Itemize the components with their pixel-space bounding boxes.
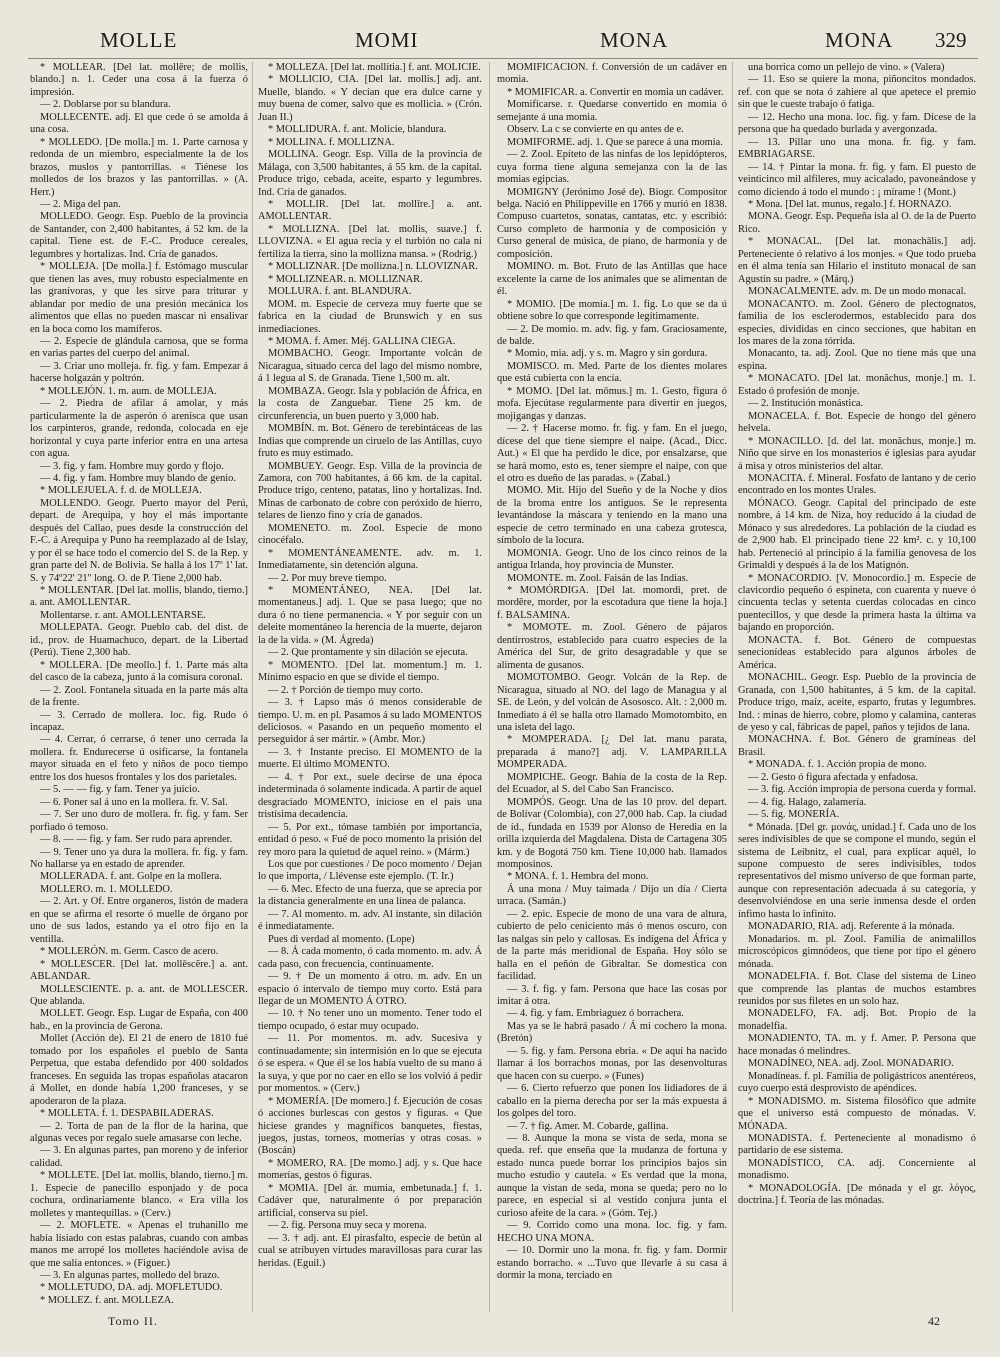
dictionary-entry: * MOLLIZNEAR. n. MOLLIZNAR. <box>268 273 423 285</box>
dictionary-entry: — 3. f. fig. y fam. Persona que hace las cosas por imitar á otra. <box>497 983 727 1007</box>
dictionary-entry: — 3. † Instante preciso. El MOMENTO de la muerte. El último MOMENTO. <box>258 746 482 771</box>
dictionary-entry: Mollentarse. r. ant. AMOLLENTARSE. <box>40 609 206 621</box>
dictionary-entry: * MOLLETUDO, DA. adj. MOFLETUDO. <box>40 1282 223 1294</box>
dictionary-entry: MONADELFO, FA. adj. Bot. Propio de la monadelfia. <box>738 1008 976 1032</box>
dictionary-entry: MOMIFORME. adj. 1. Que se parece á una momia. <box>507 136 723 148</box>
dictionary-entry: MOMPICHE. Geogr. Bahía de la costa de la Rep. del Ecuador, al S. del Cabo San Francisco. <box>497 771 727 796</box>
dictionary-entry: MONA. Geogr. Esp. Pequeña isla al O. de la de Puerto Rico. <box>738 211 976 235</box>
dictionary-entry: — 4. fig. Halago, zalamería. <box>748 796 867 808</box>
dictionary-entry: * MOLLINA. f. MOLLIZNA. <box>268 136 395 148</box>
dictionary-entry: * MOMÓRDIGA. [Del lat. momordi, pret. de mordēre, morder, por la escotadura que tiene la hoja.] f. BALSAMINA. <box>497 585 727 621</box>
dictionary-entry: Observ. La c se convierte en qu antes de e. <box>507 124 684 136</box>
dictionary-entry: * MOLLETA. f. 1. DESPABILADERAS. <box>40 1108 214 1120</box>
dictionary-entry: MONACITA. f. Mineral. Fosfato de lantano y de cerio encontrado en los montes Urales. <box>738 472 976 497</box>
column-divider <box>489 62 490 1312</box>
dictionary-entry: — 2. Zool. Epíteto de las ninfas de los lepidópteros, cuya forma tiene alguna semejanza con la de las momias egipcias. <box>497 149 727 186</box>
dictionary-entry: — 7. † fig. Amer. M. Cobarde, gallina. <box>507 1120 669 1132</box>
dictionary-entry: MOLLINA. Geogr. Esp. Villa de la provincia de Málaga, con 3,500 habitantes, á 55 km. de la capital. Produce trigo, cebada, aceite, esparto y legumbres. Ind. Cría de ganados. <box>258 149 482 198</box>
dictionary-entry: MOMOTOMBO. Geogr. Volcán de la Rep. de Nicaragua, situado al NO. del lago de Managua y al SE. de León, y del volcán de Asososco. Alt. : 2,000 m. Inmediato á él se halla otro llamado Momotombito, en una isleta del lago. <box>497 672 727 734</box>
dictionary-entry: * MOMA. f. Amer. Méj. GALLINA CIEGA. <box>268 335 456 347</box>
dictionary-entry: * Mona. [Del lat. munus, regalo.] f. HORNAZO. <box>748 198 952 210</box>
dictionary-entry: — 9. † De un momento á otro. m. adv. En un espacio ó intervalo de tiempo muy corto. Está para llegar de un MOMENTO Á OTRO. <box>258 971 482 1007</box>
dictionary-entry: — 2. Especie de glándula carnosa, que se forma en varias partes del cuerpo del animal. <box>30 335 248 360</box>
dictionary-entry: MOLLERO. m. 1. MOLLEDO. <box>40 883 173 895</box>
dictionary-entry: MONACHIL. Geogr. Esp. Pueblo de la provincia de Granada, con 1,500 habitantes, á 5 km. de la capital. Produce trigo, maíz, aceite, esparto, frutas y legumbres. Ind. : minas de hierro, cobre, plomo y calamina, canteras de yeso y cal, fábricas de papel, paños y tejidos de lana. <box>738 672 976 734</box>
dictionary-entry: MOMIGNY (Jerónimo José de). Biogr. Compositor belga. Nació en Philippeville en 1766 y murió en 1838. Compuso cuartetos, sonatas, cantatas, etc. y escribió: Curso completo de harmonía y de composición y Curso general de música, de piano, de harmonía y de composición. <box>497 186 727 260</box>
dictionary-entry: — 5. fig. y fam. Persona ebria. « De aquí ha nacido llamar á los borrachos monas, por las desenvolturas que hacen con su cuerpo. » (Funes) <box>497 1045 727 1082</box>
dictionary-entry: * MOLLESCER. [Del lat. mollēscĕre.] a. ant. ABLANDAR. <box>30 958 248 983</box>
dictionary-entry: — 7. Ser uno duro de mollera. fr. fig. y fam. Ser porfiado ó temoso. <box>30 809 248 833</box>
dictionary-entry: — 2. Institución monástica. <box>748 398 864 410</box>
column-3 <box>497 62 727 1310</box>
dictionary-entry: * MONADA. f. 1. Acción propia de mono. <box>748 759 927 771</box>
dictionary-entry: * MOMIFICAR. a. Convertir en momia un cadáver. <box>507 86 724 98</box>
guide-word-2: MOMI <box>355 28 419 52</box>
dictionary-entry: MOMBACHO. Geogr. Importante volcán de Nicaragua, situado cerca del lago del mismo nombre, á 1 legua al S. de Granada. Tiene 1,500 m. alt. <box>258 348 482 385</box>
dictionary-entry: * MOLLEDO. [De molla.] m. 1. Parte carnosa y redonda de un miembro, especialmente la de los brazos, muslos y pantorrillas. « Tiénese los molledos de los brazos y las pantorrillas. » (A. Herr.) <box>30 136 248 198</box>
dictionary-entry: * MOLLIZNA. [Del lat. mollis, suave.] f. LLOVIZNA. « El agua recia y el turbión no cala ni fertiliza la tierra, sino la mollizna mansa. » (Rodrig.) <box>258 223 482 260</box>
dictionary-entry: — 8. Aunque la mona se vista de seda, mona se queda. ref. que enseña que la mudanza de fortuna y estado nunca puede borrar los principios bajos sin mucho estudio y cautela. « Es verdad que la mona, aunque la vistan de seda, mona se queda; pero no lo parece, en especial si al vestido conjura junta el curioso afeite de la cara. » (Góm. Tej.) <box>497 1132 727 1219</box>
column-divider <box>732 62 733 1312</box>
dictionary-entry: * MOLLIZNAR. [De mollizna.] n. LLOVIZNAR. <box>268 261 478 273</box>
dictionary-entry: MONADÍSTICO, CA. adj. Concerniente al monadismo. <box>738 1157 976 1182</box>
dictionary-entry: Á una mona / Muy taimada / Dijo un día / Cierta urraca. (Samán.) <box>497 883 727 908</box>
dictionary-entry: — 13. Pillar uno una mona. fr. fig. y fam. EMBRIAGARSE. <box>738 136 976 161</box>
dictionary-entry: — 2. Art. y Of. Entre organeros, listón de madera en que se afirma el resorte ó muelle de órgano por uno de sus lados, estando ya el otro fijo en la ventilla. <box>30 896 248 945</box>
dictionary-entry: * MOLLEJUELA. f. d. de MOLLEJA. <box>40 485 202 497</box>
dictionary-entry: * MOMERÍA. [De momero.] f. Ejecución de cosas ó acciones burlescas con gestos y figuras. « Que hiciese grandes y magníficos banquetes, fiestas, juegos, justas, torneos, momerías y otras cosas. » (Boscán) <box>258 1095 482 1157</box>
dictionary-entry: MOLLESCIENTE. p. a. ant. de MOLLESCER. Que ablanda. <box>30 983 248 1007</box>
dictionary-entry: — 2. De momio. m. adv. fig. y fam. Graciosamente, de balde. <box>497 323 727 347</box>
dictionary-entry: — 3. Criar uno molleja. fr. fig. y fam. Empezar á hacerse holgazán y poltrón. <box>30 360 248 385</box>
dictionary-entry: MOMONIA. Geogr. Uno de los cinco reinos de la antigua Irlanda, hoy provincia de Munster. <box>497 547 727 572</box>
dictionary-entry: MONACTA. f. Bot. Género de compuestas senecionídeas establecido para algunos árboles de América. <box>738 634 976 671</box>
dictionary-entry: Los que por cuestiones / De poco momento / Dejan lo que importa, / Llévense este ejemplo. (T. Ir.) <box>258 859 482 883</box>
dictionary-entry: * MOLLERA. [De meollo.] f. 1. Parte más alta del casco de la cabeza, junto á la comisura coronal. <box>30 659 248 684</box>
dictionary-entry: MONACALMENTE. adv. m. De un modo monacal. <box>748 286 967 298</box>
dictionary-entry: — 2. Piedra de afilar á amolar, y más particularmente la de asperón ó arenisca que usan los carpinteros, grande, redonda, colocada en eje horizontal y cuya parte inferior entra en una artesa con agua. <box>30 398 248 460</box>
dictionary-entry: MOMINO. m. Bot. Fruto de las Antillas que hace excelente la carne de los animales que se alimentan de él. <box>497 261 727 298</box>
dictionary-entry: * MOMENTO. [Del lat. momentum.] m. 1. Mínimo espacio en que se divide el tiempo. <box>258 659 482 684</box>
dictionary-entry: * MOMIO. [De momia.] m. 1. fig. Lo que se da ú obtiene sobre lo que corresponde legítimamente. <box>497 298 727 323</box>
dictionary-entry: MONADISTA. f. Perteneciente al monadismo ó partidario de ese sistema. <box>738 1132 976 1157</box>
dictionary-entry: — 6. Poner sal á uno en la mollera. fr. V. Sal. <box>40 796 228 808</box>
dictionary-entry: * MONADISMO. m. Sistema filosófico que admite que el universo está compuesto de mónadas. V. MÓNADA. <box>738 1095 976 1132</box>
dictionary-entry: * MOLLEJA. [De molla.] f. Estómago muscular que tienen las aves, muy robusto especialmente en las granívoras, y que les sirve para triturar y ablandar por medio de una presión mecánica los alimentos que ellas no pueden mascar ni ensalivar en la boca como los mamíferos. <box>30 261 248 335</box>
dictionary-entry: MONACELA. f. Bot. Especie de hongo del género helvela. <box>738 410 976 435</box>
dictionary-entry: MOMONTE. m. Zool. Faisán de las Indias. <box>507 572 689 584</box>
dictionary-entry: — 2. Gesto ó figura afectada y enfadosa. <box>748 771 918 783</box>
dictionary-entry: — 2. Zool. Fontanela situada en la parte más alta de la frente. <box>30 684 248 709</box>
dictionary-entry: — 2. † Hacerse momo. fr. fig. y fam. En el juego, dícese del que tiene siempre el naipe. (Acad., Dicc. Aut.) « El que ha perdido le dice, por ensalzarse, que se hará momo, esto es, tener siempre el naipe, con que el otro es dueño de las paradas. » (Zabal.) <box>497 423 727 484</box>
dictionary-entry: MONADIENTO, TA. m. y f. Amer. P. Persona que hace monadas ó melindres. <box>738 1033 976 1057</box>
dictionary-entry: — 3. Cerrado de mollera. loc. fig. Rudo ó incapaz. <box>30 709 248 734</box>
dictionary-entry: MOMIFICACIÓN. f. Conversión de un cadáver en momia. <box>497 62 727 86</box>
page-footer <box>0 1314 1000 1344</box>
dictionary-entry: — 5. fig. MONERÍA. <box>748 809 840 821</box>
guide-word-4: MONA <box>825 28 894 52</box>
dictionary-entry: MONADELFIA. f. Bot. Clase del sistema de Lineo que comprende las plantas de muchos estambres reunidos por sus filetes en un solo haz. <box>738 971 976 1007</box>
dictionary-entry: — 12. Hecho una mona. loc. fig. y fam. Dícese de la persona que ha quedado burlada y avergonzada. <box>738 111 976 136</box>
dictionary-entry: * Momio, mia. adj. y s. m. Magro y sin gordura. <box>507 348 708 360</box>
dictionary-entry: * MOLLENTAR. [Del lat. mollis, blando, tierno.] a. ant. AMOLLENTAR. <box>30 585 248 609</box>
header-rule <box>28 58 978 59</box>
dictionary-entry: * MOLLEAR. [Del lat. mollēre; de mollis, blando.] n. 1. Ceder una cosa á la fuerza ó impresión. <box>30 62 248 98</box>
dictionary-entry: — 9. Corrido como una mona. loc. fig. y fam. HECHO UNA MONA. <box>497 1220 727 1244</box>
dictionary-entry: * MOLLETE. [Del lat. mollis, blando, tierno.] m. 1. Especie de panecillo esponjado y de poca cochura, ordinariamente blanco. « Era villa los molletes y mantequillas. » (Cerv.) <box>30 1170 248 1219</box>
dictionary-entry: — 2. Torta de pan de la flor de la harina, que algunas veces por regalo suele amasarse con leche. <box>30 1120 248 1144</box>
dictionary-entry: * MONA. f. 1. Hembra del mono. <box>507 871 649 883</box>
dictionary-entry: — 4. Cerrar, ó cerrarse, ó tener uno cerrada la mollera. fr. Endurecerse ú osificarse, la fontanela mayor situada en el feto y niños de poco tiempo entre los dos huesos frontales y los dos parietales. <box>30 734 248 783</box>
dictionary-entry: — 14. † Pintar la mona. fr. fig. y fam. El puesto de veinticinco mil alfileres, muy acicalado, pavoneándose y como diciendo á todo el mundo : ¡ mírame ! (Mont.) <box>738 161 976 198</box>
dictionary-entry: * MOMO. [Del lat. mōmus.] m. 1. Gesto, figura ó mofa. Ejecútase regularmente para divertir en juegos, mojigangas y danzas. <box>497 385 727 422</box>
dictionary-entry: — 3. fig. Acción impropia de persona cuerda y formal. <box>748 784 976 796</box>
dictionary-entry: * MOMIA. [Del ár. mumia, embetunada.] f. 1. Cadáver que, naturalmente ó por preparación artificial, conserva su piel. <box>258 1182 482 1219</box>
dictionary-entry: Pues di verdad al momento. (Lope) <box>268 933 415 945</box>
dictionary-entry: — 2. Doblarse por su blandura. <box>40 99 171 111</box>
dictionary-entry: MOMENETO. m. Zool. Especie de mono cinocéfalo. <box>258 522 482 547</box>
dictionary-entry: * MOMPERADA. [¿ Del lat. manu parata, preparada á mano?] adj. V. LAMPARILLA MOMPERADA. <box>497 734 727 771</box>
dictionary-entry: * MOLLIR. [Del lat. mollīre.] a. ant. AMOLLENTAR. <box>258 198 482 223</box>
dictionary-entry: — 2. † Porción de tiempo muy corto. <box>268 684 423 696</box>
signature-mark: 42 <box>928 1314 940 1328</box>
dictionary-entry: — 4. fig. y fam. Hombre muy blando de genio. <box>40 472 236 484</box>
dictionary-entry: * MONADOLOGÍA. [De mónada y el gr. λόγος, doctrina.] f. Teoría de las mónadas. <box>738 1182 976 1207</box>
column-2 <box>258 62 482 1310</box>
dictionary-entry: * MOLLICIO, CIA. [Del lat. mollis.] adj. ant. Muelle, blando. « Y decían que era dulce carne y muy buena de comer, salvo que es mollicia. » (Crón. Juan II.) <box>258 74 482 123</box>
dictionary-entry: * MONACORDIO. [V. Monocordio.] m. Especie de clavicordio pequeño ó espineta, con cuarenta y nueve ó cincuenta teclas y setenta cuerdas colocadas en cinco puentecillos, y que desde la primera hasta la última va bajando en proporción. <box>738 572 976 634</box>
dictionary-entry: — 2. Por muy breve tiempo. <box>268 572 387 584</box>
dictionary-entry: MOMBÍN. m. Bot. Género de terebintáceas de las Indias que comprende un ciruelo de las Antillas, cuyo fruto es muy estimado. <box>258 423 482 460</box>
dictionary-entry: — 2. MOFLETE. « Apenas el truhanillo me había lisiado con estas palabras, cuando con ambas manos me arropé los molletes haciéndole avisa de que me salía entonces. » (Figuer.) <box>30 1220 248 1269</box>
dictionary-entry: * MOMERO, RA. [De momo.] adj. y s. Que hace momerías, gestos ó figuras. <box>258 1157 482 1182</box>
dictionary-entry: * MOMENTÁNEAMENTE. adv. m. 1. Inmediatamente, sin detención alguna. <box>258 547 482 572</box>
dictionary-entry: * MONACILLO. [d. del lat. monăchus, monje.] m. Niño que sirve en los monasterios é iglesias para ayudar á misa y otros ministerios del altar. <box>738 435 976 472</box>
dictionary-entry: — 5. — — fig. y fam. Tener ya juicio. <box>40 784 200 796</box>
dictionary-entry: MOMISCO. m. Med. Parte de los dientes molares que está cubierta con la encía. <box>497 360 727 385</box>
dictionary-entry: * MOLLEZA. [Del lat. mollitia.] f. ant. MOLICIE. <box>268 62 481 73</box>
dictionary-entry: — 3. fig. y fam. Hombre muy gordo y flojo. <box>40 460 224 472</box>
dictionary-entry: MOLLENDO. Geogr. Puerto mayor del Perú, depart. de Arequipa, y hoy el más importante después del Callao, pues desde la construcción del F.-C. á Arequipa y Puno ha reemplazado al de Islay, y por él se hace todo el comercio del S. de la Rep. y gran parte del N. de Bolivia. Se halla á los 17º 1' lat. S. y 74º22' 21'' long. O. de P. Tiene 2,000 hab. <box>30 497 248 584</box>
volume-label: Tomo II. <box>108 1314 158 1328</box>
dictionary-entry: MOMBUEY. Geogr. Esp. Villa de la provincia de Zamora, con 700 habitantes, á 66 km. de la capital. Produce trigo, centeno, patatas, lino y hortalizas. Ind. Minas de carbonato de cobre con peróxido de hierro, telares de lienzo fino y cría de ganados. <box>258 460 482 522</box>
dictionary-entry: MOLLEDO. Geogr. Esp. Pueblo de la provincia de Santander, con 2,400 habitantes, á 52 km. de la capital. Tiene est. de F.-C. Produce cereales, legumbres y hortalizas. Ind. Cría de ganados. <box>30 211 248 260</box>
dictionary-entry: * MONACAL. [Del lat. monachālis.] adj. Perteneciente ó relativo á los monjes. « Que todo prueba en él alma tenía san Hilario el instituto monacal de san Agustín su padre. » (Márq.) <box>738 236 976 285</box>
dictionary-entry: — 3. En algunas partes, pan moreno y de inferior calidad. <box>30 1145 248 1169</box>
column-1 <box>30 62 248 1310</box>
dictionary-entry: MONADARIO, RIA. adj. Referente á la mónada. <box>748 921 955 933</box>
dictionary-entry: — 7. Al momento. m. adv. Al instante, sin dilación é inmediatamente. <box>258 908 482 933</box>
dictionary-entry: — 2. Que prontamente y sin dilación se ejecuta. <box>268 647 468 659</box>
dictionary-entry: — 6. Mec. Efecto de una fuerza, que se aprecia por la distancia generalmente en una línea de palanca. <box>258 883 482 908</box>
dictionary-entry: Mas ya se le habrá pasado / Á mi cochero la mona. (Bretón) <box>497 1020 727 1045</box>
dictionary-entry: — 10. Dormir uno la mona. fr. fig. y fam. Dormir estando borracho. « ...Tuvo que llevarle á su casa á dormir la mona, terciado en <box>497 1245 727 1281</box>
dictionary-entry: MOMBAZA. Geogr. Isla y población de África, en la costa de Zanguebar. Tiene 25 km. de circunferencia, un buen puerto y 3,000 hab. <box>258 385 482 422</box>
dictionary-entry: MOLLECENTE. adj. El que cede ó se amolda á una cosa. <box>30 111 248 136</box>
dictionary-entry: — 4. † Por ext., suele decirse de una época indeterminada ó solamente indicada. A partir de aquel desgraciado MOMENTO, iniciose en el país una tristísima decadencia. <box>258 771 482 821</box>
dictionary-entry: * MOLLEZ. f. ant. MOLLEZA. <box>40 1294 174 1306</box>
guide-word-3: MONA <box>600 28 669 52</box>
dictionary-entry: — 8. Á cada momento, ó cada momento. m. adv. Á cada paso, con frecuencia, continuamente. <box>258 946 482 970</box>
dictionary-entry: Monadarios. m. pl. Zool. Familia de animalillos microscópicos gimnódeos, que tiene por tipo el género mónada. <box>738 933 976 970</box>
dictionary-entry: Momificarse. r. Quedarse convertido en momia ó semejante á una momia. <box>497 99 727 123</box>
dictionary-entry: * MOMENTÁNEO, NEA. [Del lat. momentaneus.] adj. 1. Que se pasa luego; que no dura ó no tiene permanencia. « Y por seguir con un deleite momentáneo la herencia de la muerte, dejaron la de la vida. » (M. Ágreda) <box>258 585 482 646</box>
dictionary-entry: * Mónada. [Del gr. μονάς, unidad.] f. Cada uno de los seres indivisibles de que se compone el mundo, según el sistema de Leibnitz, el cual, para explicar aquél, lo supone compuesto de seres indivisibles, todos representativos del mismo universo de que forman parte, aunque con representación adecuada á su categoría, y desenvolviéndose en una serie inmensa desde el orden ínfimo hasta lo infinito. <box>738 821 976 920</box>
dictionary-entry: Monacanto, ta. adj. Zool. Que no tiene más que una espina. <box>738 348 976 372</box>
dictionary-entry: — 9. Tener uno ya dura la mollera. fr. fig. y fam. No hallarse ya en estado de aprender. <box>30 846 248 870</box>
dictionary-entry: — 3. † Lapso más ó menos considerable de tiempo. U. m. en pl. Pasamos á su lado MOMENTOS deliciosos. « Pasando en un pequeño momento el perseguidor á ser mártir. » (Ambr. Mor.) <box>258 697 482 746</box>
dictionary-entry: MONACANTO. m. Zool. Género de plectognatos, familia de los esclerodermos, establecido para dos especies, divididas en cinco secciones, que habitan en los mares de la zona tórrida. <box>738 298 976 347</box>
dictionary-entry: — 11. Eso se quiere la mona, piñoncitos mondados. ref. con que se nota ó zahiere al que apetece el premio sin que le cueste trabajo ó fatiga. <box>738 74 976 111</box>
dictionary-entry: Mollet (Acción de). El 21 de enero de 1810 fué tomado por los españoles el pueblo de Santa Perpetua, que estaba defendido por 400 soldados franceses. En seguida las tropas españolas atacaron á Mollet, en donde había 1,200 franceses, y se apoderaron de la plaza. <box>30 1033 248 1107</box>
page-header <box>0 28 1000 58</box>
dictionary-entry: — 5. Por ext., tómase también por importancia, entidad ó peso. « Fué de poco momento la prisión del rey moro para la quietud de aquel reino. » (Márm.) <box>258 821 482 858</box>
dictionary-entry: — 4. fig. y fam. Embriaguez ó borrachera. <box>507 1008 684 1020</box>
page-number: 329 <box>935 28 967 52</box>
dictionary-entry: — 2. Miga del pan. <box>40 198 121 210</box>
dictionary-entry: — 8. — — fig. y fam. Ser rudo para aprender. <box>40 834 233 846</box>
dictionary-entry: — 11. Por momentos. m. adv. Sucesiva y continuadamente; sin intermisión en lo que se ejecuta ó se espera. « Que él se los había vuelto de su mano á la suya, y que por no caer en ello se los volvió á pedir por momentos. » (Cerv.) <box>258 1033 482 1095</box>
dictionary-entry: MONACHNA. f. Bot. Género de gramíneas del Brasil. <box>738 734 976 758</box>
dictionary-entry: — 10. † No tener uno un momento. Tener todo el tiempo ocupado, ó estar muy ocupado. <box>258 1008 482 1032</box>
dictionary-entry: MOLLURA. f. ant. BLANDURA. <box>268 286 412 298</box>
dictionary-entry: — 2. epic. Especie de mono de una vara de altura, cubierto de pelo ceniciento más ó menos oscuro, con las nalgas sin pelo y callosas. Es indígena del África y de la parte más meridional de España. Hoy sólo se halla en el peñón de Gibraltar. Se domestica con facilidad. <box>497 908 727 983</box>
dictionary-entry: * MOLLERÓN. m. Germ. Casco de acero. <box>40 946 219 958</box>
dictionary-entry: MOLLERADA. f. ant. Golpe en la mollera. <box>40 871 222 883</box>
dictionary-entry: MÓNACO. Geogr. Capital del principado de este nombre, á 14 km. de Niza, hoy reducido á la ciudad de Mónaco y sus alrededores. La población de la ciudad es de 2,900 hab. El principado tiene 22 km². c. y 10,100 hab. Perteneció al principio á la familia genovesa de los Grimaldi y después á la de los Matignón. <box>738 497 976 572</box>
dictionary-entry: MOM. m. Especie de cerveza muy fuerte que se fabrica en la ciudad de Brunswich y en sus inmediaciones. <box>258 298 482 335</box>
dictionary-entry: * MOLLIDURA. f. ant. Molicie, blandura. <box>268 124 447 136</box>
dictionary-entry: una borrica como un pellejo de vino. » (Valera) <box>748 62 945 73</box>
column-4 <box>738 62 976 1310</box>
dictionary-entry: * MOLLEJÓN. 1. m. aum. de MOLLEJA. <box>40 385 217 397</box>
dictionary-entry: — 3. † adj. ant. El pirasfalto, especie de betún al cual se atribuyen virtudes maravillosas para curar las heridas. (Eguil.) <box>258 1232 482 1269</box>
dictionary-entry: * MONACATO. [Del lat. monăchus, monje.] m. 1. Estado ó profesión de monje. <box>738 373 976 397</box>
dictionary-entry: MOLLET. Geogr. Esp. Lugar de España, con 400 hab., en la provincia de Gerona. <box>30 1008 248 1032</box>
dictionary-entry: Monadíneas. f. pl. Familia de poligástricos anentéreos, cuyo cuerpo está desprovisto de apéndices. <box>738 1070 976 1095</box>
dictionary-entry: MOLLEPATA. Geogr. Pueblo cab. del dist. de id., prov. de Huamachuco, depart. de la Libertad (Perú). Tiene 2,300 hab. <box>30 622 248 659</box>
dictionary-entry: * MOMOTE. m. Zool. Género de pájaros dentirrostros, establecido para cuatro especies de la América del Sur, de grito desagradable y que se alimenta de gusanos. <box>497 622 727 671</box>
dictionary-entry: — 2. fig. Persona muy seca y morena. <box>268 1220 427 1232</box>
dictionary-entry: — 3. En algunas partes, molledo del brazo. <box>40 1269 220 1281</box>
dictionary-entry: MOMPÓS. Geogr. Una de las 10 prov. del depart. de Bolívar (Colombia), con 27,000 hab. Cap. la ciudad de íd., fundada en 1539 por Alonso de Heredia en la orilla izquierda del Magdalena. Dista de Cartagena 305 km. y de Bogotá 750 km. Tiene 10,000 hab. llamados momposinos. <box>497 796 727 870</box>
dictionary-entry: — 6. Cierto refuerzo que ponen los lidiadores de á caballo en la pierna derecha por ser la más expuesta á los golpes del toro. <box>497 1083 727 1120</box>
column-divider <box>252 62 253 1312</box>
dictionary-entry: MOMO. Mit. Hijo del Sueño y de la Noche y dios de la broma entre los antiguos. Se le representa levantándose la máscara y teniendo en la mano una especie de cetro terminado en una cabeza grotesca, símbolo de la locura. <box>497 485 727 547</box>
dictionary-entry: MONADÍNEO, NEA. adj. Zool. MONADARIO. <box>748 1058 954 1070</box>
guide-word-1: MOLLE <box>100 28 178 52</box>
